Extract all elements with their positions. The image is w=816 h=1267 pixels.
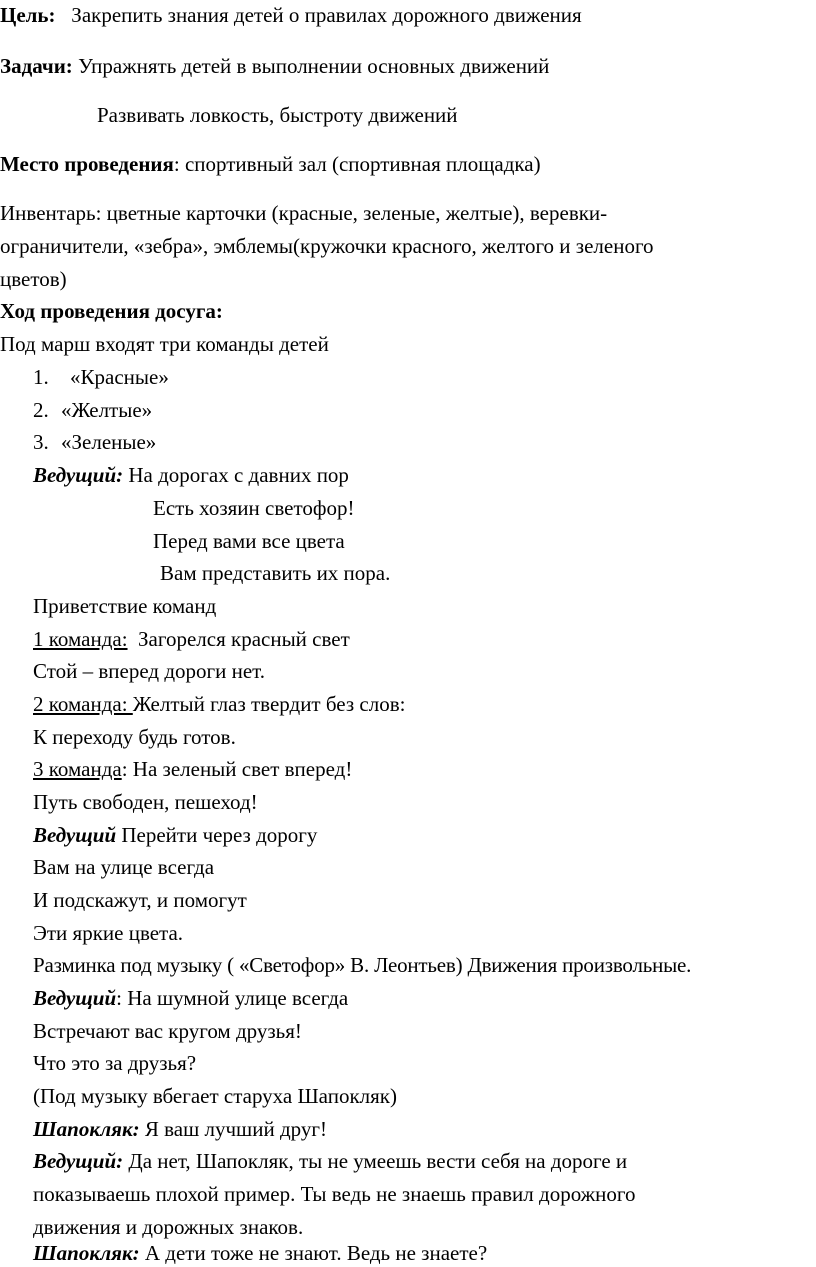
team2-line: 2 команда: Желтый глаз твердит без слов: (33, 692, 406, 716)
goal-label: Цель: (0, 3, 56, 27)
team-name: «Красные» (70, 365, 169, 389)
speaker-label: Ведущий: (33, 1149, 124, 1173)
poem-line: Перед вами все цвета (153, 529, 345, 553)
team-name: «Желтые» (61, 398, 153, 422)
goal-line (0, 2, 582, 28)
speaker-label: Ведущий: (33, 463, 124, 487)
shapoklyak-line: Шапокляк: Я ваш лучший друг! (33, 1117, 327, 1141)
team1-line-2: Стой – вперед дороги нет. (33, 659, 266, 683)
venue-text: : спортивный зал (спортивная площадка) (173, 152, 541, 176)
goal-text: Закрепить знания детей о правилах дорожного движения (71, 3, 582, 27)
team-number: 3. (33, 430, 49, 454)
host-line-2: показываешь плохой пример. Ты ведь не знаешь правил дорожного (33, 1182, 636, 1206)
inventory-line-3: цветов) (0, 267, 67, 291)
poem-line: Эти яркие цвета. (33, 921, 184, 945)
host-line: Ведущий: На шумной улице всегда (33, 986, 349, 1010)
host-line: Ведущий: На дорогах с давних пор (33, 463, 349, 487)
team3-line-2: Путь свободен, пешеход! (33, 790, 258, 814)
team1-line: 1 команда: Загорелся красный свет (33, 627, 350, 651)
course-intro: Под марш входят три команды детей (0, 332, 329, 356)
shapoklyak-line: Шапокляк: А дети тоже не знают. Ведь не знаете? (33, 1241, 488, 1265)
poem-line: Вам представить их пора. (160, 561, 391, 585)
host-line: Ведущий: Да нет, Шапокляк, ты не умеешь вести себя на дороге и (33, 1149, 628, 1173)
course-title: Ход проведения досуга: (0, 299, 223, 323)
venue-label: Место проведения (0, 152, 174, 176)
team-list-item (33, 364, 169, 390)
stage-direction: (Под музыку вбегает старуха Шапокляк) (33, 1084, 397, 1108)
tasks-line (0, 53, 549, 79)
inventory-line-2: ограничители, «зебра», эмблемы(кружочки красного, желтого и зеленого (0, 234, 654, 258)
speaker-label: Шапокляк: (33, 1117, 140, 1141)
warmup-line: Разминка под музыку ( «Светофор» В. Леонтьев) Движения произвольные. (33, 953, 692, 977)
tasks-label: Задачи: (0, 54, 73, 78)
team1-label: 1 команда: (33, 627, 128, 651)
team2-line-2: К переходу будь готов. (33, 725, 236, 749)
venue-line (0, 151, 541, 177)
speaker-label: Ведущий (33, 823, 117, 847)
speaker-label: Ведущий (33, 986, 117, 1010)
team-list-item (33, 397, 153, 423)
greeting-line: Приветствие команд (33, 594, 217, 618)
task-item-2: Развивать ловкость, быстроту движений (97, 103, 458, 127)
host-line-3: движения и дорожных знаков. (33, 1215, 304, 1239)
team-number: 2. (33, 398, 49, 422)
team-name: «Зеленые» (61, 430, 157, 454)
poem-line: И подскажут, и помогут (33, 888, 247, 912)
speaker-label: Шапокляк: (33, 1241, 140, 1265)
team3-label: 3 команда (33, 757, 122, 781)
host-line: Ведущий Перейти через дорогу (33, 823, 318, 847)
team-list-item (33, 429, 157, 455)
poem-line: Есть хозяин светофор! (153, 496, 355, 520)
poem-line: Вам на улице всегда (33, 855, 215, 879)
team2-label: 2 команда: (33, 692, 133, 716)
team3-line: 3 команда: На зеленый свет вперед! (33, 757, 353, 781)
team-number: 1. (33, 365, 49, 389)
inventory-line-1: Инвентарь: цветные карточки (красные, зеленые, желтые), веревки- (0, 201, 608, 225)
task-item-1: Упражнять детей в выполнении основных движений (78, 54, 550, 78)
poem-line: Встречают вас кругом друзья! (33, 1019, 302, 1043)
poem-line: Что это за друзья? (33, 1051, 197, 1075)
